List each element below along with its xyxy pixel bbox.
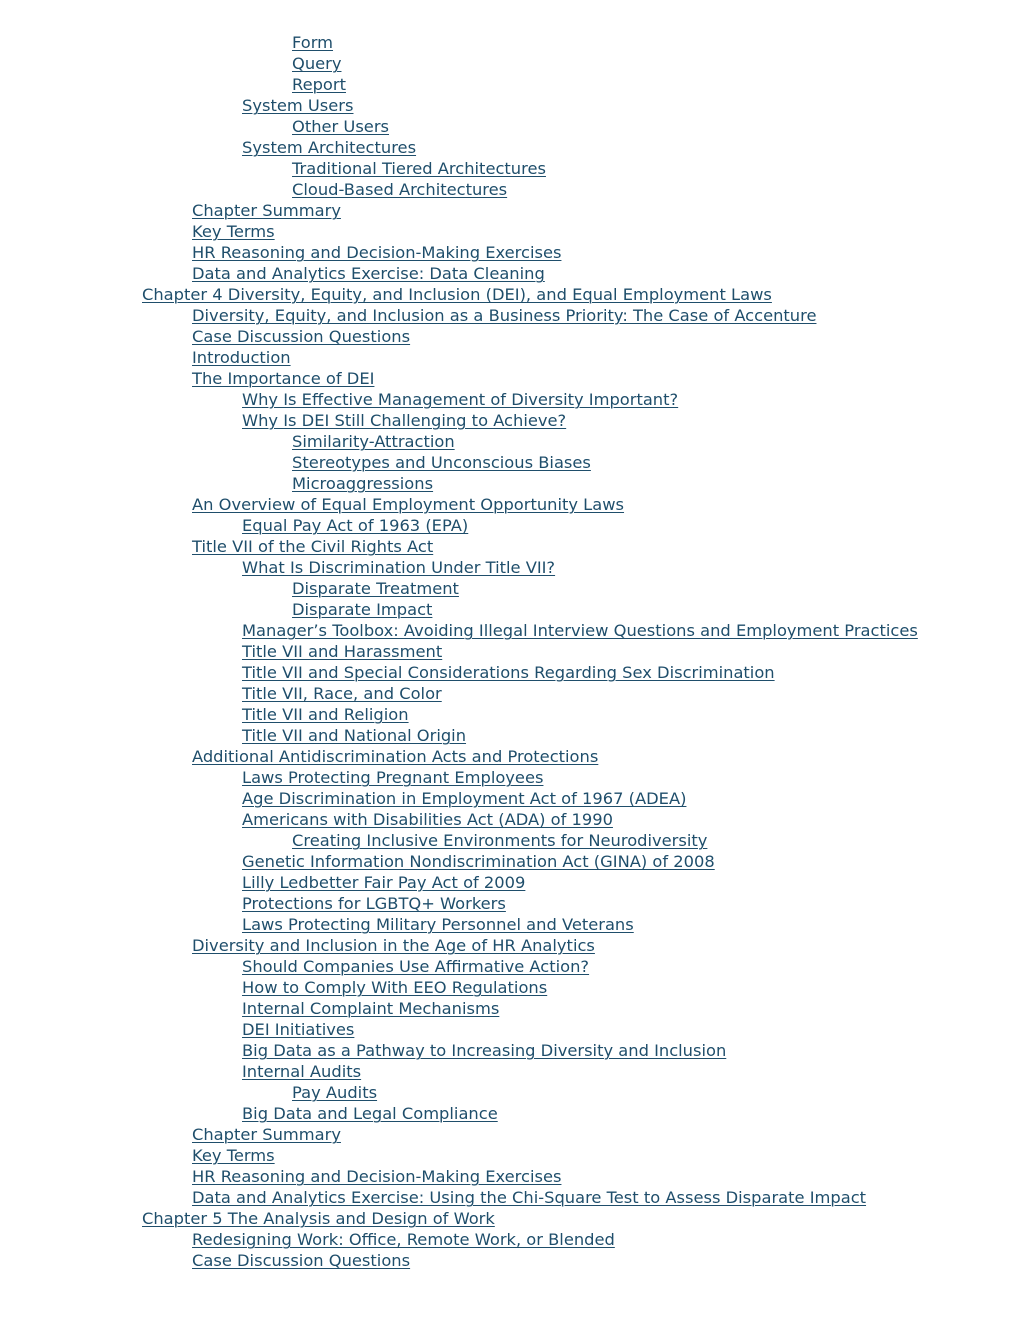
toc-entry [0, 557, 1020, 578]
toc-link[interactable]: Query [292, 54, 342, 73]
toc-entry [0, 179, 1020, 200]
toc-entry [0, 935, 1020, 956]
toc-link[interactable]: Title VII and National Origin [242, 726, 467, 745]
toc-link[interactable]: Disparate Impact [292, 600, 433, 619]
toc-link[interactable]: Title VII of the Civil Rights Act [192, 537, 434, 556]
toc-entry [0, 767, 1020, 788]
toc-entry [0, 1187, 1020, 1208]
toc-link[interactable]: Laws Protecting Military Personnel and Veterans [242, 915, 634, 934]
toc-entry [0, 137, 1020, 158]
toc-link[interactable]: Laws Protecting Pregnant Employees [242, 768, 544, 787]
toc-link[interactable]: Americans with Disabilities Act (ADA) of 1990 [242, 810, 613, 829]
toc-link[interactable]: Title VII and Harassment [242, 642, 443, 661]
toc-entry [0, 221, 1020, 242]
toc-entry [0, 1145, 1020, 1166]
toc-link[interactable]: HR Reasoning and Decision-Making Exercises [192, 243, 562, 262]
toc-entry [0, 284, 1020, 305]
toc-link[interactable]: Title VII, Race, and Color [242, 684, 442, 703]
toc-link[interactable]: Title VII and Religion [242, 705, 409, 724]
toc-entry [0, 956, 1020, 977]
toc-link[interactable]: Diversity and Inclusion in the Age of HR Analytics [192, 936, 595, 955]
toc-link[interactable]: Form [292, 33, 334, 52]
toc-entry [0, 788, 1020, 809]
toc-entry [0, 1250, 1020, 1271]
toc-chapter-link[interactable]: Chapter 5 The Analysis and Design of Work [142, 1209, 495, 1228]
toc-entry [0, 536, 1020, 557]
toc-link[interactable]: System Architectures [242, 138, 417, 157]
toc-entry [0, 1208, 1020, 1229]
toc-link[interactable]: Big Data and Legal Compliance [242, 1104, 498, 1123]
toc-entry [0, 683, 1020, 704]
toc-link[interactable]: What Is Discrimination Under Title VII? [242, 558, 556, 577]
toc-entry [0, 452, 1020, 473]
toc-link[interactable]: Data and Analytics Exercise: Data Cleaning [192, 264, 545, 283]
toc-entry [0, 914, 1020, 935]
toc-entry [0, 473, 1020, 494]
toc-entry [0, 1061, 1020, 1082]
toc-link[interactable]: An Overview of Equal Employment Opportunity Laws [192, 495, 625, 514]
toc-entry [0, 977, 1020, 998]
toc-entry [0, 1040, 1020, 1061]
toc-entry [0, 410, 1020, 431]
toc-entry [0, 431, 1020, 452]
toc-chapter-link[interactable]: Chapter 4 Diversity, Equity, and Inclusion (DEI), and Equal Employment Laws [142, 285, 772, 304]
toc-link[interactable]: Additional Antidiscrimination Acts and Protections [192, 747, 599, 766]
toc-link[interactable]: Disparate Treatment [292, 579, 459, 598]
toc-entry [0, 32, 1020, 53]
toc-entry [0, 200, 1020, 221]
toc-link[interactable]: Chapter Summary [192, 201, 341, 220]
toc-link[interactable]: Key Terms [192, 222, 275, 241]
toc-link[interactable]: Cloud-Based Architectures [292, 180, 508, 199]
toc-entry [0, 326, 1020, 347]
toc-entry [0, 1019, 1020, 1040]
toc-link[interactable]: Big Data as a Pathway to Increasing Diversity and Inclusion [242, 1041, 727, 1060]
toc-entry [0, 158, 1020, 179]
toc-entry [0, 704, 1020, 725]
toc-entry [0, 242, 1020, 263]
toc-link[interactable]: HR Reasoning and Decision-Making Exercises [192, 1167, 562, 1186]
toc-link[interactable]: Pay Audits [292, 1083, 378, 1102]
toc-entry [0, 620, 1020, 641]
toc-entry [0, 389, 1020, 410]
toc-entry [0, 746, 1020, 767]
toc-link[interactable]: Protections for LGBTQ+ Workers [242, 894, 506, 913]
toc-link[interactable]: Case Discussion Questions [192, 1251, 411, 1270]
toc-link[interactable]: Genetic Information Nondiscrimination Act (GINA) of 2008 [242, 852, 715, 871]
toc-entry [0, 1103, 1020, 1124]
toc-link[interactable]: Case Discussion Questions [192, 327, 411, 346]
toc-entry [0, 1124, 1020, 1145]
toc-entry [0, 305, 1020, 326]
toc-entry [0, 53, 1020, 74]
toc-link[interactable]: Other Users [292, 117, 389, 136]
toc-link[interactable]: Data and Analytics Exercise: Using the Chi-Square Test to Assess Disparate Impact [192, 1188, 867, 1207]
toc-entry [0, 1166, 1020, 1187]
toc-entry [0, 725, 1020, 746]
toc-entry [0, 74, 1020, 95]
toc-entry [0, 809, 1020, 830]
toc-link[interactable]: Why Is Effective Management of Diversity Important? [242, 390, 679, 409]
toc-entry [0, 1082, 1020, 1103]
toc-entry [0, 494, 1020, 515]
toc-link[interactable]: Age Discrimination in Employment Act of 1967 (ADEA) [242, 789, 687, 808]
toc-entry [0, 872, 1020, 893]
toc-link[interactable]: Report [292, 75, 346, 94]
toc-link[interactable]: Introduction [192, 348, 291, 367]
toc-link[interactable]: Lilly Ledbetter Fair Pay Act of 2009 [242, 873, 526, 892]
toc-entry [0, 116, 1020, 137]
toc-entry [0, 95, 1020, 116]
toc-entry [0, 263, 1020, 284]
toc-link[interactable]: How to Comply With EEO Regulations [242, 978, 548, 997]
toc-link[interactable]: Equal Pay Act of 1963 (EPA) [242, 516, 469, 535]
toc-link[interactable]: Internal Audits [242, 1062, 362, 1081]
toc-link[interactable]: Diversity, Equity, and Inclusion as a Business Priority: The Case of Accenture [192, 306, 817, 325]
toc-link[interactable]: System Users [242, 96, 354, 115]
toc-link[interactable]: Redesigning Work: Office, Remote Work, or Blended [192, 1230, 615, 1249]
toc-entry [0, 515, 1020, 536]
toc-link[interactable]: Key Terms [192, 1146, 275, 1165]
toc-entry [0, 830, 1020, 851]
toc-link[interactable]: Manager’s Toolbox: Avoiding Illegal Interview Questions and Employment Practices [242, 621, 918, 640]
toc-link[interactable]: DEI Initiatives [242, 1020, 355, 1039]
toc-link[interactable]: Stereotypes and Unconscious Biases [292, 453, 591, 472]
toc-entry [0, 998, 1020, 1019]
toc-entry [0, 1229, 1020, 1250]
toc-link[interactable]: Title VII and Special Considerations Regarding Sex Discrimination [242, 663, 775, 682]
toc-entry [0, 893, 1020, 914]
toc-link[interactable]: Should Companies Use Affirmative Action? [242, 957, 590, 976]
toc-link[interactable]: Chapter Summary [192, 1125, 341, 1144]
toc-entry [0, 599, 1020, 620]
toc-link[interactable]: Traditional Tiered Architectures [292, 159, 546, 178]
toc-link[interactable]: Why Is DEI Still Challenging to Achieve? [242, 411, 567, 430]
toc-entry [0, 641, 1020, 662]
table-of-contents [0, 32, 1020, 1271]
toc-link[interactable]: Creating Inclusive Environments for Neurodiversity [292, 831, 708, 850]
toc-entry [0, 662, 1020, 683]
toc-link[interactable]: Similarity-Attraction [292, 432, 455, 451]
toc-entry [0, 368, 1020, 389]
toc-entry [0, 851, 1020, 872]
toc-entry [0, 347, 1020, 368]
toc-link[interactable]: Internal Complaint Mechanisms [242, 999, 500, 1018]
toc-link[interactable]: Microaggressions [292, 474, 434, 493]
toc-entry [0, 578, 1020, 599]
toc-link[interactable]: The Importance of DEI [192, 369, 375, 388]
